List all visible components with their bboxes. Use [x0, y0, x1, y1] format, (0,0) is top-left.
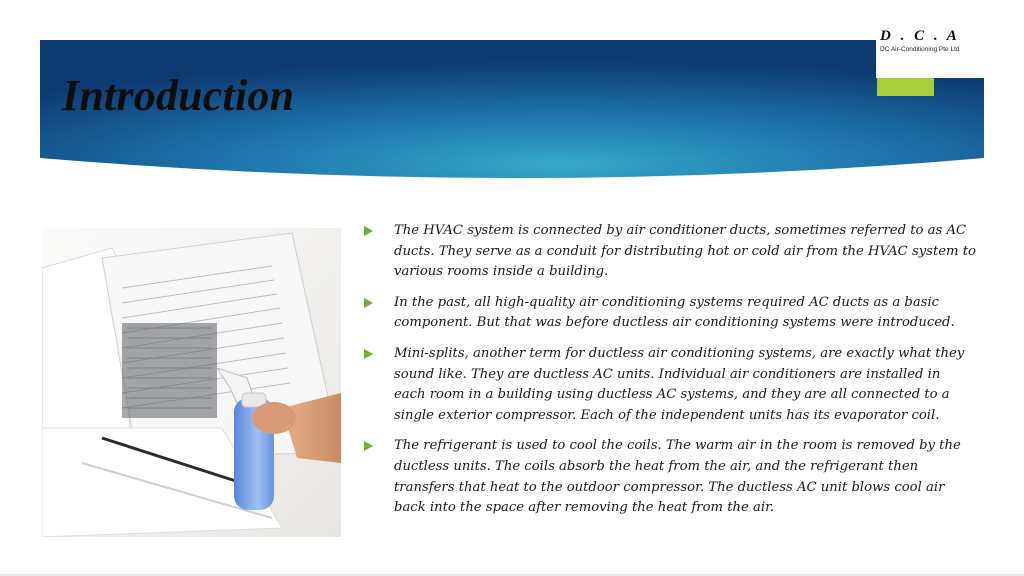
bullet-arrow-icon — [364, 349, 373, 359]
bullet-list — [364, 221, 976, 529]
air-conditioner-photo — [42, 228, 341, 537]
logo-company-name: DC Air-Conditioning Pte Ltd — [880, 46, 960, 53]
bullet-arrow-icon — [364, 441, 373, 451]
bullet-item — [364, 436, 976, 518]
logo-letters: D . C . A — [880, 28, 960, 44]
bullet-item — [364, 344, 976, 426]
bullet-item — [364, 293, 976, 334]
bullet-text: The refrigerant is used to cool the coils. The warm air in the room is removed by the ductless units. The coils absorb the heat from the air, and the refrigerant then transfers that heat to the outdoor compressor. The ductless AC unit blows cool air back into the space after removing the heat from the air. — [394, 438, 961, 516]
bullet-arrow-icon — [364, 298, 373, 308]
bullet-text: The HVAC system is connected by air conditioner ducts, sometimes referred to as AC ducts. They serve as a conduit for distributing hot or cold air from the HVAC system to various rooms inside a building. — [394, 223, 976, 280]
bullet-text: Mini-splits, another term for ductless air conditioning systems, are exactly what they sound like. They are ductless AC units. Individual air conditioners are installed in each room in a building using ductless AC systems, and they are all connected to a single exterior compressor. Each of the independent units has its evaporator coil. — [394, 345, 965, 423]
bullet-arrow-icon — [364, 226, 373, 236]
bullet-text: In the past, all high-quality air conditioning systems required AC ducts as a basic component. But that was before ductless air conditioning systems were introduced. — [394, 294, 955, 331]
slide-title: Introduction — [62, 71, 295, 120]
bullet-item — [364, 221, 976, 283]
